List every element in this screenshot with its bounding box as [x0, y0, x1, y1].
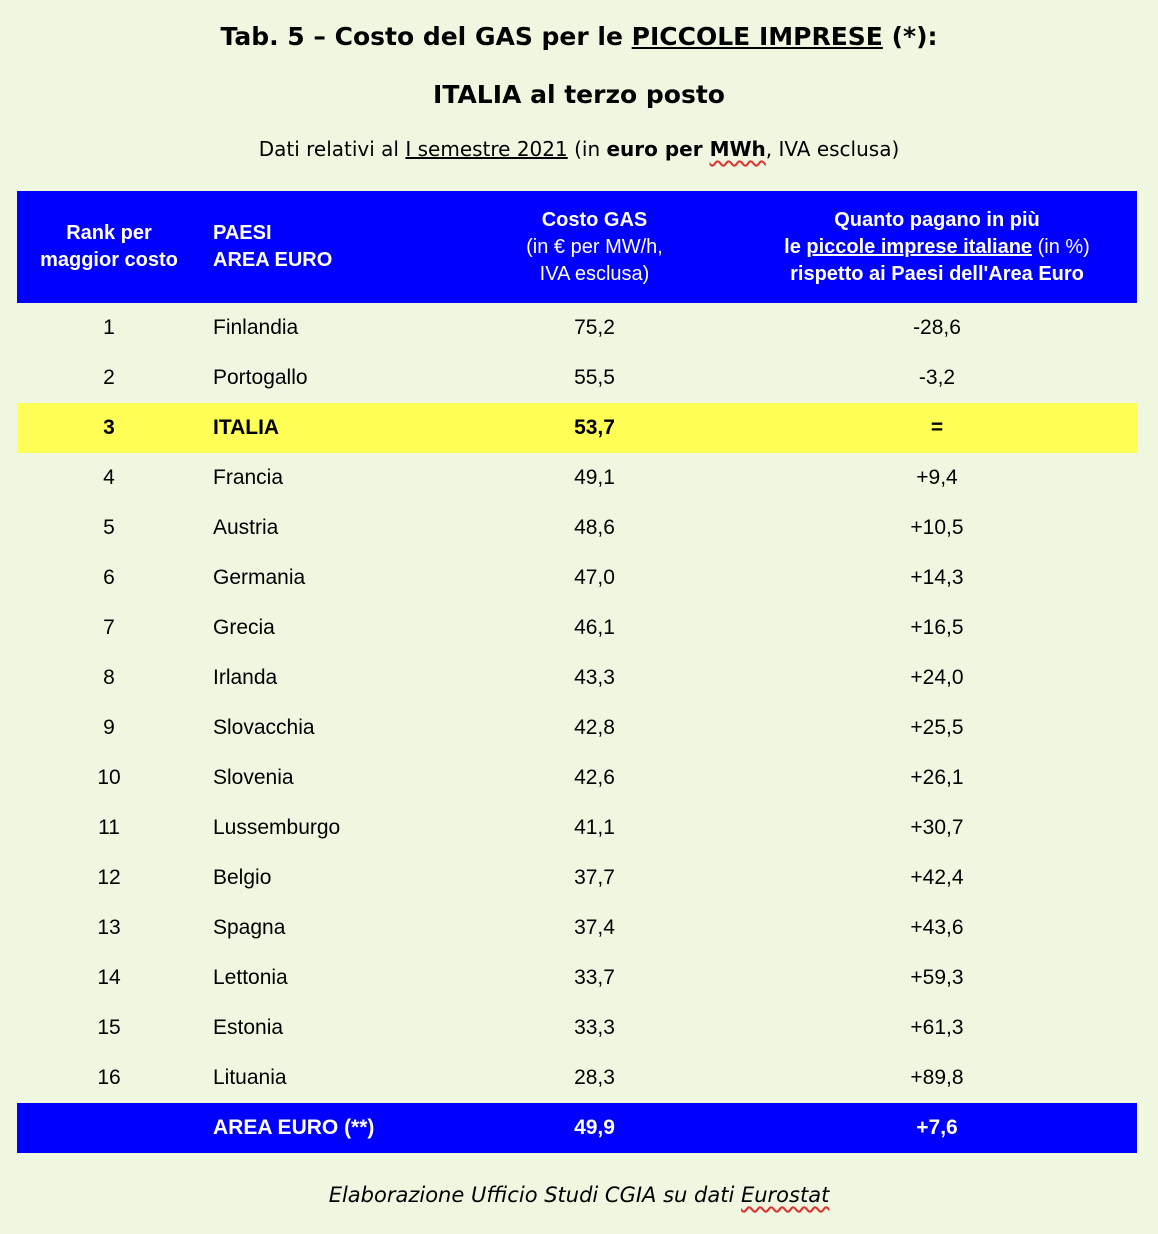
- cell-cost: 28,3: [574, 1066, 615, 1089]
- cell-rank: 1: [103, 316, 115, 339]
- cell-cost: 55,5: [574, 366, 615, 389]
- header-cost-line1: Costo GAS: [541, 208, 648, 231]
- table-row: [17, 703, 1137, 753]
- header-country-line2: AREA EURO: [213, 249, 333, 271]
- table-row: [17, 1003, 1137, 1053]
- cell-cost: 47,0: [574, 566, 615, 589]
- cell-country: Spagna: [213, 916, 286, 939]
- cell-cost: 48,6: [574, 516, 615, 539]
- table-row: [17, 903, 1137, 953]
- table-row-highlighted-italia: [17, 403, 1137, 453]
- header-rank-line2: maggior costo: [40, 249, 178, 271]
- table-row: [17, 503, 1137, 553]
- header-diff-line3: rispetto ai Paesi dell'Area Euro: [790, 262, 1084, 285]
- table-row: [17, 603, 1137, 653]
- footer-source: Eurostat: [740, 1183, 830, 1207]
- header-diff-line1: Quanto pagano in più: [834, 208, 1040, 231]
- title-underlined: PICCOLE IMPRESE: [631, 22, 883, 51]
- table-row: [17, 953, 1137, 1003]
- title-suffix: (*):: [882, 22, 938, 51]
- gas-cost-table: [17, 191, 1137, 1153]
- cell-country: Belgio: [213, 866, 272, 889]
- header-rank: [17, 191, 201, 303]
- cell-cost: 46,1: [574, 616, 615, 639]
- cell-diff: +24,0: [910, 666, 964, 689]
- cell-rank: 8: [103, 666, 115, 689]
- table-row: [17, 553, 1137, 603]
- cell-country: Slovenia: [213, 766, 294, 789]
- cell-rank: [17, 1103, 201, 1153]
- table-row: [17, 1053, 1137, 1103]
- cell-rank: 7: [103, 616, 115, 639]
- header-diff-line2-prefix: le: [784, 235, 807, 258]
- cell-country: Lussemburgo: [213, 816, 341, 839]
- cell-country: Portogallo: [213, 366, 308, 389]
- cell-diff: -28,6: [913, 316, 961, 339]
- subtitle-part3: , IVA esclusa): [765, 137, 900, 161]
- header-diff-line2-underlined: piccole imprese italiane: [806, 235, 1033, 258]
- header-diff: [737, 191, 1137, 303]
- subtitle-unit: MWh: [709, 137, 766, 161]
- header-diff-line2: [737, 234, 1137, 261]
- title-prefix: Tab. 5 – Costo del GAS per le: [220, 22, 632, 51]
- cell-diff: +42,4: [910, 866, 964, 889]
- cell-diff: +10,5: [910, 516, 964, 539]
- table-row: [17, 453, 1137, 503]
- cell-country: Slovacchia: [213, 716, 315, 739]
- cell-country: Grecia: [213, 616, 275, 639]
- cell-rank: 15: [97, 1016, 121, 1039]
- cell-cost: 49,1: [574, 466, 615, 489]
- cell-rank: 10: [97, 766, 121, 789]
- cell-diff: +30,7: [910, 816, 964, 839]
- subtitle-part2: (in: [567, 137, 607, 161]
- table-total-row: [17, 1103, 1137, 1153]
- cell-country: AREA EURO (**): [213, 1116, 375, 1139]
- cell-country: Germania: [213, 566, 306, 589]
- cell-rank: 2: [103, 366, 115, 389]
- cell-rank: 11: [98, 816, 120, 839]
- header-country-line1: PAESI: [213, 222, 272, 244]
- cell-diff: +43,6: [910, 916, 964, 939]
- table-row: [17, 653, 1137, 703]
- cell-diff: =: [930, 416, 944, 439]
- cell-cost: 37,7: [574, 866, 615, 889]
- cell-cost: 37,4: [574, 916, 615, 939]
- table-row: [17, 853, 1137, 903]
- cell-diff: -3,2: [918, 366, 956, 389]
- subtitle: [0, 137, 1158, 161]
- cell-diff: +59,3: [910, 966, 964, 989]
- cell-cost: 43,3: [574, 666, 615, 689]
- cell-country: Finlandia: [213, 316, 299, 339]
- cell-diff: +16,5: [910, 616, 964, 639]
- cell-cost: 42,6: [574, 766, 615, 789]
- cell-rank: 6: [103, 566, 115, 589]
- cell-diff: +9,4: [916, 466, 958, 489]
- table-row: [17, 803, 1137, 853]
- subtitle-bold: euro per: [606, 137, 710, 161]
- source-footer: [0, 1183, 1158, 1207]
- cell-rank: 4: [103, 466, 115, 489]
- cell-cost: 42,8: [574, 716, 615, 739]
- footer-prefix: Elaborazione Ufficio Studi CGIA su dati: [328, 1183, 741, 1207]
- cell-diff: +7,6: [916, 1116, 958, 1139]
- cell-diff: +61,3: [910, 1016, 964, 1039]
- subtitle-part1: Dati relativi al: [258, 137, 406, 161]
- table-header: [17, 191, 1137, 303]
- header-diff-line2-suffix: (in %): [1032, 235, 1090, 258]
- cell-country: ITALIA: [213, 416, 280, 439]
- cell-cost: 49,9: [574, 1116, 615, 1139]
- cell-country: Lettonia: [213, 966, 288, 989]
- table-row: [17, 353, 1137, 403]
- cell-diff: +89,8: [910, 1066, 964, 1089]
- cell-rank: 3: [103, 416, 115, 439]
- header-cost: [487, 191, 702, 303]
- cell-diff: +25,5: [910, 716, 964, 739]
- cell-cost: 33,7: [574, 966, 615, 989]
- header-cost-line3: IVA esclusa): [539, 262, 650, 285]
- table-row: [17, 753, 1137, 803]
- cell-cost: 41,1: [574, 816, 615, 839]
- header-country: [213, 191, 513, 303]
- table-row: [17, 303, 1137, 353]
- cell-diff: +26,1: [910, 766, 964, 789]
- cell-country: Lituania: [213, 1066, 287, 1089]
- cell-country: Irlanda: [213, 666, 278, 689]
- table-subheading: ITALIA al terzo posto: [433, 80, 725, 109]
- cell-rank: 12: [97, 866, 121, 889]
- cell-country: Estonia: [213, 1016, 284, 1039]
- cell-cost: 53,7: [574, 416, 615, 439]
- cell-rank: 5: [103, 516, 115, 539]
- cell-cost: 33,3: [574, 1016, 615, 1039]
- subtitle-period: I semestre 2021: [405, 137, 568, 161]
- table-title: [0, 22, 1158, 51]
- cell-rank: 9: [103, 716, 115, 739]
- header-cost-line2: (in € per MW/h,: [526, 235, 663, 258]
- cell-cost: 75,2: [574, 316, 615, 339]
- cell-rank: 16: [97, 1066, 121, 1089]
- cell-rank: 14: [97, 966, 121, 989]
- header-rank-line1: Rank per: [66, 222, 152, 244]
- cell-country: Francia: [213, 466, 284, 489]
- cell-country: Austria: [213, 516, 279, 539]
- cell-diff: +14,3: [910, 566, 964, 589]
- cell-rank: 13: [97, 916, 121, 939]
